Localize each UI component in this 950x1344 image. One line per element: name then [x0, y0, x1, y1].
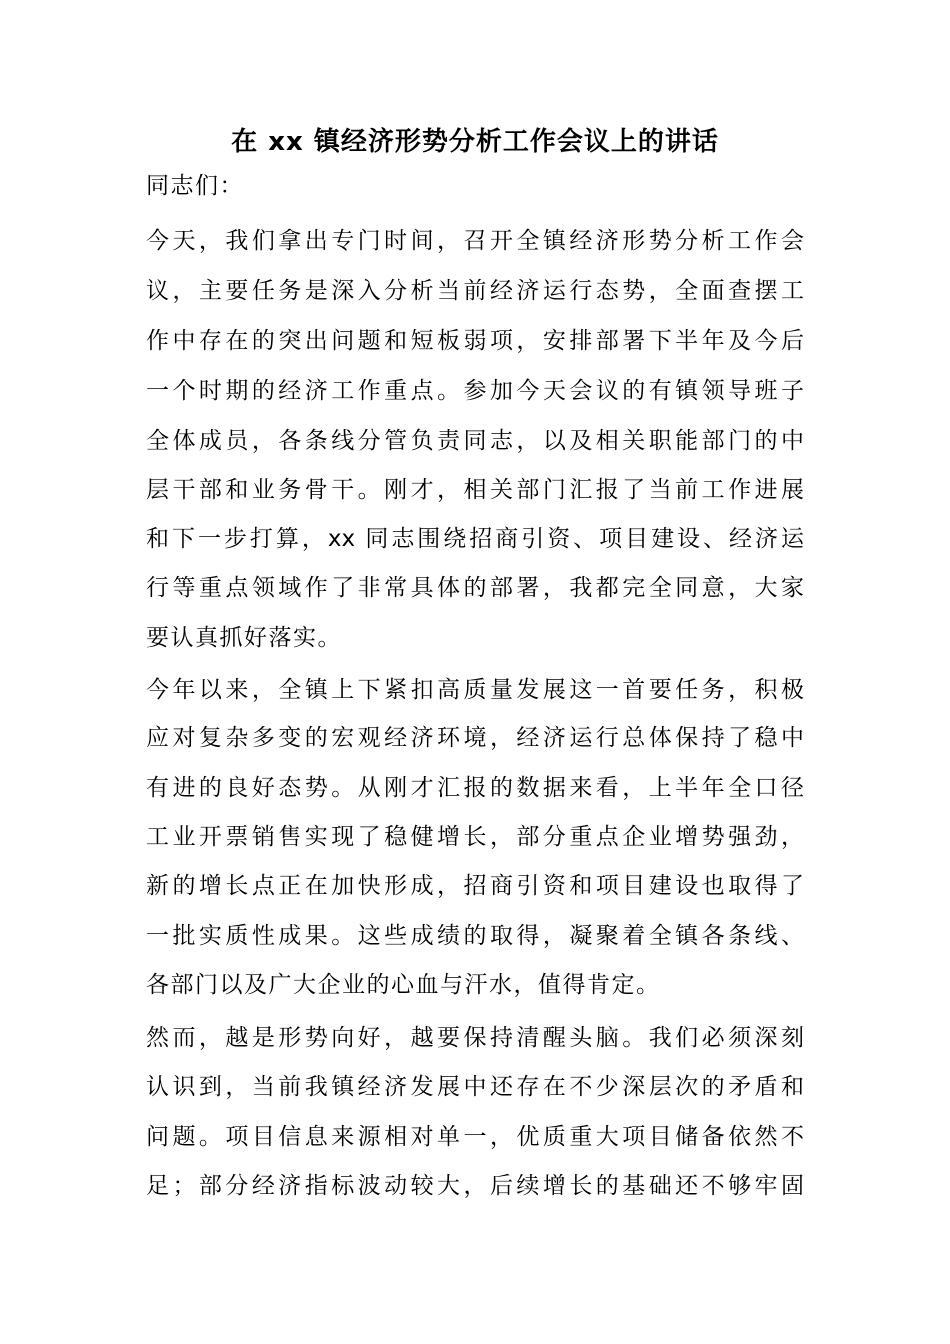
paragraph-1-line-5: 全体成员，各条线分管负责同志，以及相关职能部门的中	[146, 428, 804, 454]
salutation: 同志们：	[146, 173, 244, 199]
document-title: 在 xx 镇经济形势分析工作会议上的讲话	[231, 127, 719, 157]
paragraph-1-line-1: 今天，我们拿出专门时间，召开全镇经济形势分析工作会	[146, 228, 804, 254]
paragraph-2-line-4: 工业开票销售实现了稳健增长，部分重点企业增势强劲，	[146, 824, 804, 850]
paragraph-1-line-9: 要认真抓好落实。	[146, 625, 342, 651]
paragraph-2-line-6: 一批实质性成果。这些成绩的取得，凝聚着全镇各条线、	[146, 923, 804, 949]
paragraph-1-line-7: 和下一步打算，xx 同志围绕招商引资、项目建设、经济运	[146, 526, 804, 552]
paragraph-2-line-3: 有进的良好态势。从刚才汇报的数据来看，上半年全口径	[146, 775, 804, 801]
paragraph-1-line-3: 作中存在的突出问题和短板弱项，安排部署下半年及今后	[146, 328, 804, 354]
paragraph-1-line-6: 层干部和业务骨干。刚才，相关部门汇报了当前工作进展	[146, 477, 804, 503]
paragraph-2-line-1: 今年以来，全镇上下紧扣高质量发展这一首要任务，积极	[146, 677, 804, 703]
paragraph-2-line-5: 新的增长点正在加快形成，招商引资和项目建设也取得了	[146, 873, 804, 899]
paragraph-1-line-2: 议，主要任务是深入分析当前经济运行态势，全面查摆工	[146, 278, 804, 304]
paragraph-3-line-1: 然而，越是形势向好，越要保持清醒头脑。我们必须深刻	[146, 1025, 804, 1051]
paragraph-3-line-2: 认识到，当前我镇经济发展中还存在不少深层次的矛盾和	[146, 1074, 804, 1100]
paragraph-2-line-7: 各部门以及广大企业的心血与汗水，值得肯定。	[146, 972, 661, 998]
paragraph-1-line-8: 行等重点领域作了非常具体的部署，我都完全同意，大家	[146, 575, 804, 601]
paragraph-1-line-4: 一个时期的经济工作重点。参加今天会议的有镇领导班子	[146, 378, 804, 404]
paragraph-3-line-4: 足；部分经济指标波动较大，后续增长的基础还不够牢固	[146, 1173, 804, 1199]
paragraph-2-line-2: 应对复杂多变的宏观经济环境，经济运行总体保持了稳中	[146, 725, 804, 751]
paragraph-3-line-3: 问题。项目信息来源相对单一，优质重大项目储备依然不	[146, 1124, 804, 1150]
